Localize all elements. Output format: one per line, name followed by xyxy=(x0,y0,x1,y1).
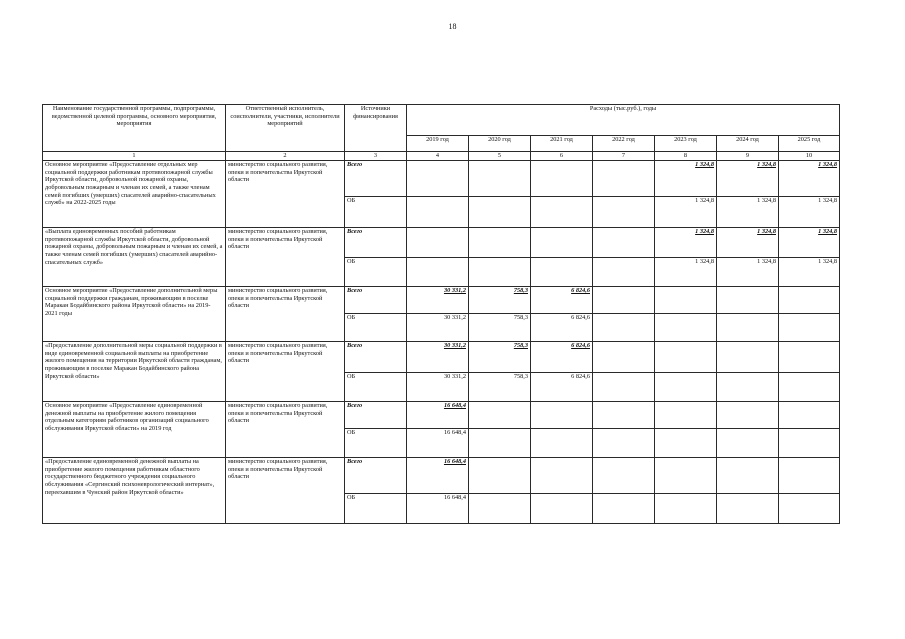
expense-value xyxy=(593,458,655,494)
table-row xyxy=(43,342,840,373)
expense-value: 1 324,8 xyxy=(717,258,779,287)
funding-source: Всего xyxy=(345,342,407,373)
expense-value: 1 324,8 xyxy=(779,197,840,228)
column-number: 5 xyxy=(469,152,531,161)
expense-value xyxy=(531,197,593,228)
page-number: 18 xyxy=(448,22,457,31)
header-source: Источники финансирования xyxy=(345,105,407,152)
expense-value: 30 331,2 xyxy=(407,342,469,373)
expense-value xyxy=(655,342,717,373)
expense-value xyxy=(593,287,655,314)
expense-value xyxy=(593,494,655,524)
expense-value: 30 331,2 xyxy=(407,373,469,402)
header-expenses: Расходы (тыс.руб.), годы xyxy=(407,105,840,136)
expense-value xyxy=(531,494,593,524)
responsible-executor: министерство социального развития, опеки и попечительства Иркутской области xyxy=(226,402,345,458)
column-number: 3 xyxy=(345,152,407,161)
expense-value: 6 824,6 xyxy=(531,342,593,373)
funding-source: ОБ xyxy=(345,314,407,342)
expense-value xyxy=(779,429,840,458)
column-number: 7 xyxy=(593,152,655,161)
expense-value: 758,3 xyxy=(469,342,531,373)
expense-value xyxy=(717,287,779,314)
table-row xyxy=(43,228,840,258)
expense-value: 6 824,6 xyxy=(531,287,593,314)
header-year: 2023 год xyxy=(655,136,717,152)
expense-value: 6 824,6 xyxy=(531,314,593,342)
funding-source: ОБ xyxy=(345,197,407,228)
expense-value xyxy=(469,458,531,494)
expense-value xyxy=(593,197,655,228)
table-row xyxy=(43,161,840,197)
expense-value xyxy=(531,458,593,494)
expense-value xyxy=(469,258,531,287)
responsible-executor: министерство социального развития, опеки и попечительства Иркутской области xyxy=(226,228,345,287)
funding-source: ОБ xyxy=(345,429,407,458)
responsible-executor: министерство социального развития, опеки и попечительства Иркутской области xyxy=(226,458,345,524)
expense-value: 758,3 xyxy=(469,287,531,314)
expense-value: 1 324,8 xyxy=(779,228,840,258)
expense-value: 758,3 xyxy=(469,314,531,342)
funding-source: ОБ xyxy=(345,373,407,402)
header-name: Наименование государственной программы, подпрограммы, ведомственной целевой программы, основного мероприятия, мероприятия xyxy=(43,105,226,152)
expense-value xyxy=(469,197,531,228)
expense-value xyxy=(469,161,531,197)
expense-value: 1 324,8 xyxy=(779,161,840,197)
expense-value xyxy=(593,429,655,458)
responsible-executor: министерство социального развития, опеки и попечительства Иркутской области xyxy=(226,342,345,402)
column-number: 8 xyxy=(655,152,717,161)
expense-value: 30 331,2 xyxy=(407,314,469,342)
table-row xyxy=(43,458,840,494)
expense-value xyxy=(717,458,779,494)
expense-value xyxy=(593,373,655,402)
column-number: 1 xyxy=(43,152,226,161)
header-year: 2019 год xyxy=(407,136,469,152)
header-year: 2020 год xyxy=(469,136,531,152)
expense-value: 1 324,8 xyxy=(717,161,779,197)
program-name: Основное мероприятие «Предоставление единовременной денежной выплаты на приобретение жилого помещения отдельным категориям работников организаций социального обслуживания Иркутской области» на 2019 год xyxy=(43,402,226,458)
expense-value xyxy=(717,314,779,342)
program-name: Основное мероприятие «Предоставление отдельных мер социальной поддержки работникам противопожарной службы Иркутской области, добровольной пожарной охраны, добровольным пожарным и членам их семей, а также членам семей погибших (умерших) спасателей аварийно-спасательных служб» на 2022-2025 годы xyxy=(43,161,226,228)
expense-value xyxy=(593,402,655,429)
expense-value xyxy=(655,458,717,494)
program-name: «Предоставление единовременной денежной выплаты на приобретение жилого помещения работникам областного государственного бюджетного учреждения социального обслуживания «Сергинский психоневрологический интернат», переехавшим в Чунский район Иркутской области» xyxy=(43,458,226,524)
funding-source: ОБ xyxy=(345,258,407,287)
header-year: 2021 год xyxy=(531,136,593,152)
expense-value xyxy=(779,287,840,314)
expense-value xyxy=(779,458,840,494)
responsible-executor: министерство социального развития, опеки и попечительства Иркутской области xyxy=(226,287,345,342)
expense-value xyxy=(655,287,717,314)
expense-value xyxy=(469,228,531,258)
expense-value xyxy=(655,373,717,402)
column-number: 10 xyxy=(779,152,840,161)
expense-value xyxy=(593,342,655,373)
expense-value xyxy=(469,402,531,429)
responsible-executor: министерство социального развития, опеки и попечительства Иркутской области xyxy=(226,161,345,228)
expense-value xyxy=(655,402,717,429)
expense-value xyxy=(531,161,593,197)
expense-value xyxy=(779,342,840,373)
expense-value xyxy=(531,402,593,429)
column-number: 9 xyxy=(717,152,779,161)
table-row xyxy=(43,402,840,429)
header-year: 2022 год xyxy=(593,136,655,152)
program-name: Основное мероприятие «Предоставление дополнительной меры социальной поддержки гражданам, проживающим в поселке Маракан Бодайбинского района Иркутской области» на 2019-2021 годы xyxy=(43,287,226,342)
expense-value xyxy=(407,197,469,228)
expense-value: 1 324,8 xyxy=(717,228,779,258)
funding-source: ОБ xyxy=(345,494,407,524)
header-year: 2024 год xyxy=(717,136,779,152)
expense-value xyxy=(531,228,593,258)
expense-value xyxy=(779,314,840,342)
expense-value xyxy=(717,373,779,402)
expense-value: 1 324,8 xyxy=(655,228,717,258)
expense-value: 1 324,8 xyxy=(655,258,717,287)
expense-value xyxy=(469,494,531,524)
expense-value: 758,3 xyxy=(469,373,531,402)
expense-value xyxy=(407,161,469,197)
expense-value: 1 324,8 xyxy=(779,258,840,287)
funding-source: Всего xyxy=(345,458,407,494)
expense-value: 6 824,6 xyxy=(531,373,593,402)
expense-value xyxy=(593,161,655,197)
table-row xyxy=(43,287,840,314)
expense-value: 16 648,4 xyxy=(407,494,469,524)
budget-table xyxy=(42,104,840,524)
column-number: 6 xyxy=(531,152,593,161)
expense-value xyxy=(655,494,717,524)
funding-source: Всего xyxy=(345,228,407,258)
expense-value xyxy=(531,258,593,287)
expense-value xyxy=(655,429,717,458)
expense-value: 30 331,2 xyxy=(407,287,469,314)
column-number: 2 xyxy=(226,152,345,161)
expense-value xyxy=(593,258,655,287)
expense-value xyxy=(531,429,593,458)
expense-value xyxy=(717,402,779,429)
expense-value xyxy=(655,314,717,342)
expense-value: 1 324,8 xyxy=(655,161,717,197)
header-year: 2025 год xyxy=(779,136,840,152)
expense-value: 16 648,4 xyxy=(407,402,469,429)
expense-value xyxy=(779,494,840,524)
expense-value: 1 324,8 xyxy=(655,197,717,228)
expense-value xyxy=(717,429,779,458)
expense-value: 16 648,4 xyxy=(407,458,469,494)
expense-value xyxy=(593,314,655,342)
expense-value xyxy=(407,258,469,287)
expense-value xyxy=(779,373,840,402)
expense-value xyxy=(717,494,779,524)
expense-value xyxy=(717,342,779,373)
column-number: 4 xyxy=(407,152,469,161)
program-name: «Выплата единовременных пособий работникам противопожарной службы Иркутской области, добровольной пожарной охраны, добровольным пожарным и членам их семей, а также членам семей погибших (умерших) спасателей аварийно-спасательных служб» xyxy=(43,228,226,287)
header-responsible: Ответственный исполнитель, соисполнители, участники, исполнители мероприятий xyxy=(226,105,345,152)
expense-value: 16 648,4 xyxy=(407,429,469,458)
expense-value xyxy=(779,402,840,429)
funding-source: Всего xyxy=(345,402,407,429)
funding-source: Всего xyxy=(345,287,407,314)
expense-value xyxy=(469,429,531,458)
expense-value: 1 324,8 xyxy=(717,197,779,228)
expense-value xyxy=(593,228,655,258)
funding-source: Всего xyxy=(345,161,407,197)
expense-value xyxy=(407,228,469,258)
program-name: «Предоставление дополнительной меры социальной поддержки в виде единовременной социальной выплаты на приобретение жилого помещения на территории Иркутской области гражданам, проживающим в поселке Маракан Бодайбинского района Иркутской области» xyxy=(43,342,226,402)
